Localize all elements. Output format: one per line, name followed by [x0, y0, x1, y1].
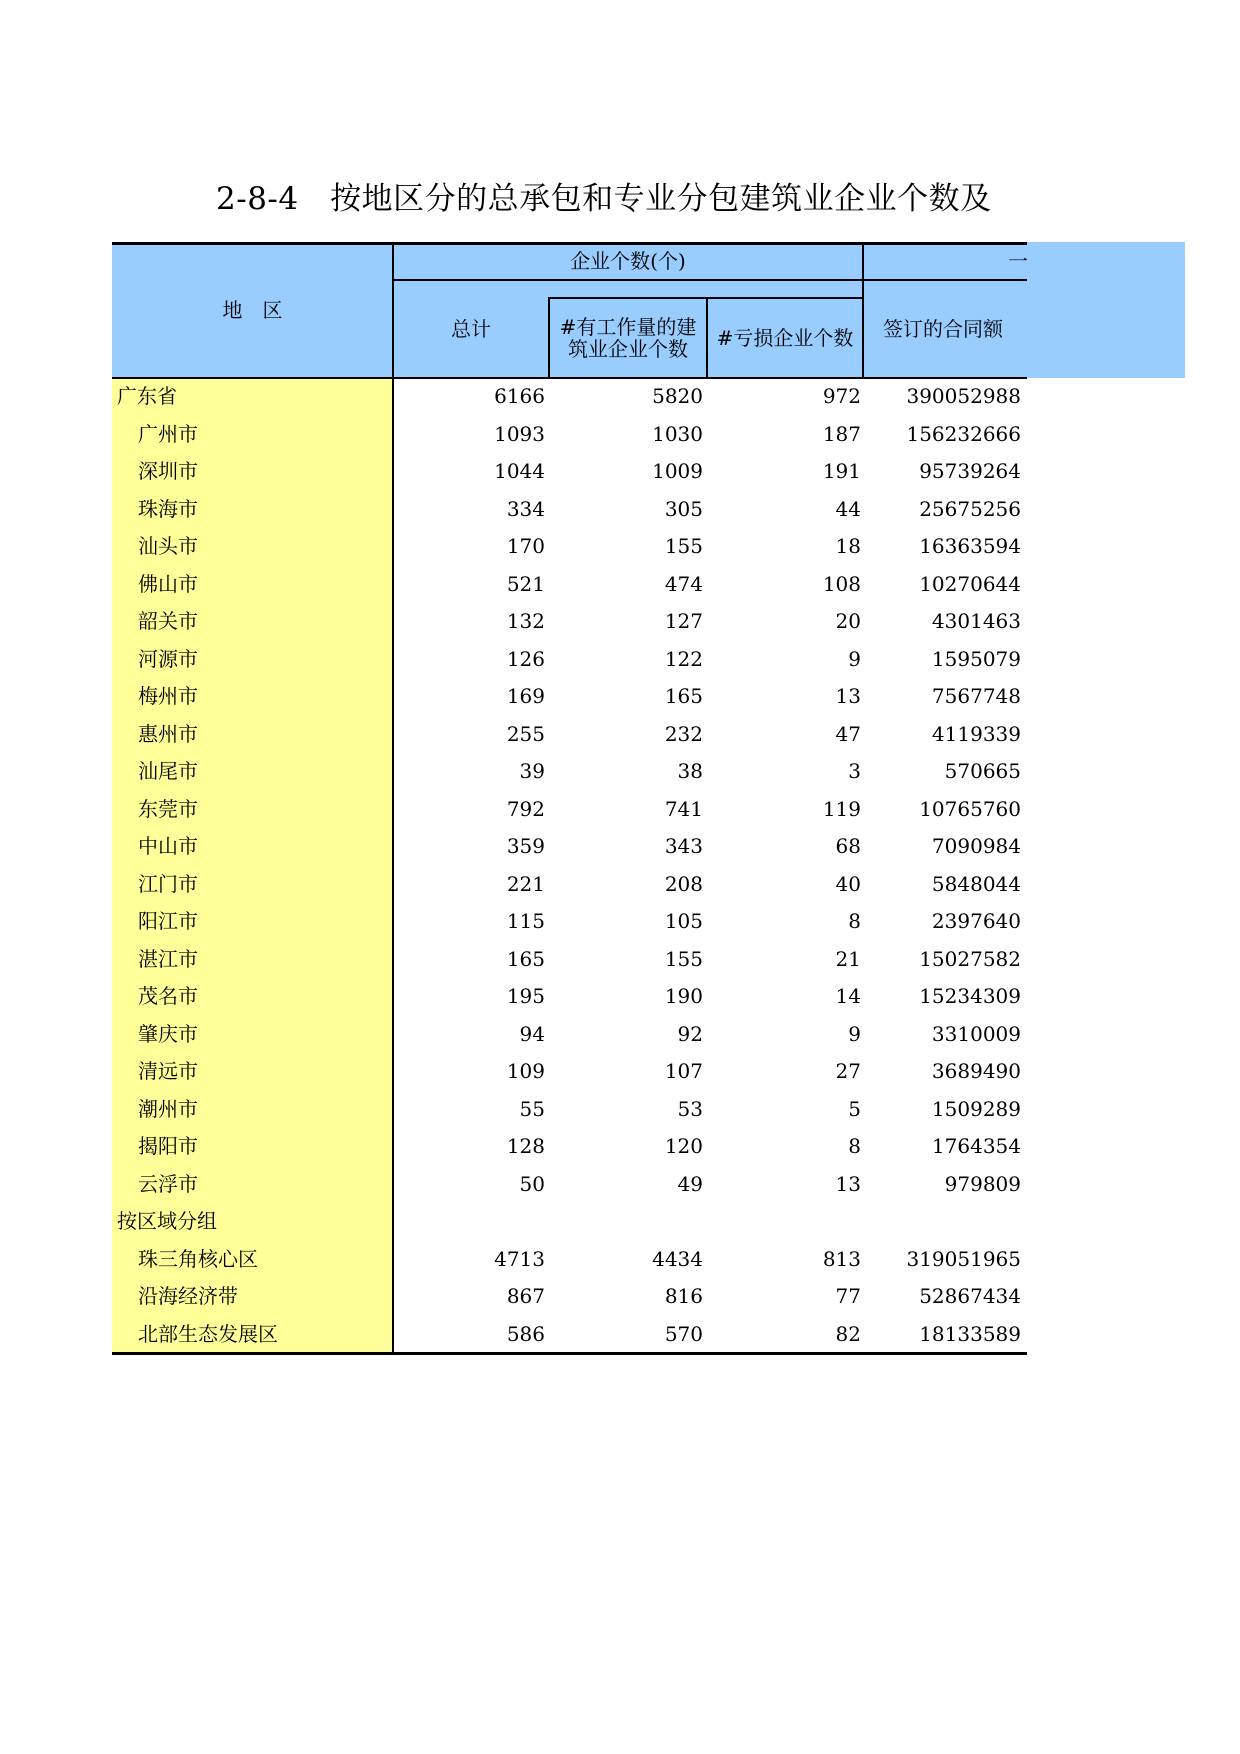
header-total: 总计 — [451, 317, 491, 341]
row-total: 165 — [506, 946, 545, 971]
row-with-workload: 4434 — [652, 1246, 703, 1271]
table-row — [112, 1166, 1027, 1204]
row-loss-making: 9 — [848, 646, 861, 671]
header-with-workload — [549, 298, 707, 378]
table-row — [112, 1128, 1027, 1166]
table-row — [112, 678, 1027, 716]
row-contract-value: 1509289 — [931, 1096, 1021, 1121]
header-with-workload-line2: 筑业企业个数 — [568, 337, 688, 361]
row-loss-making: 44 — [835, 496, 861, 521]
row-contract-value: 979809 — [944, 1171, 1021, 1196]
header-cut-glyph: 一 — [1008, 249, 1028, 273]
row-total: 128 — [506, 1134, 545, 1158]
row-loss-making: 108 — [822, 571, 861, 596]
table-row — [112, 716, 1027, 754]
row-region-name: 深圳市 — [138, 459, 198, 483]
row-contract-value: 10765760 — [919, 796, 1021, 821]
row-loss-making: 40 — [835, 871, 861, 896]
table-row — [112, 566, 1027, 604]
row-contract-value: 4301463 — [931, 609, 1021, 633]
table-row — [112, 603, 1027, 641]
row-with-workload: 305 — [664, 496, 703, 521]
row-contract-value: 52867434 — [919, 1284, 1021, 1308]
row-loss-making: 191 — [822, 459, 861, 483]
row-contract-value: 18133589 — [919, 1321, 1021, 1346]
row-with-workload: 49 — [677, 1171, 703, 1196]
row-loss-making: 8 — [848, 1134, 861, 1158]
row-loss-making: 82 — [835, 1321, 861, 1346]
row-total: 359 — [506, 834, 545, 858]
row-contract-value: 3689490 — [931, 1059, 1021, 1083]
row-with-workload: 343 — [664, 834, 703, 858]
row-contract-value: 15027582 — [919, 946, 1021, 971]
row-total: 1044 — [494, 459, 545, 483]
table-row — [112, 978, 1027, 1016]
row-total: 586 — [506, 1321, 545, 1346]
header-divider-v3 — [706, 297, 708, 378]
row-contract-value: 7090984 — [931, 834, 1021, 858]
row-loss-making: 77 — [835, 1284, 861, 1308]
row-contract-value: 16363594 — [919, 534, 1021, 558]
row-with-workload: 165 — [664, 684, 703, 708]
header-contract-value: 签订的合同额 — [883, 317, 1003, 341]
row-total: 4713 — [494, 1246, 545, 1271]
header-divider-v2 — [548, 297, 550, 378]
row-contract-value: 390052988 — [906, 384, 1021, 408]
row-contract-value: 156232666 — [906, 421, 1021, 446]
row-with-workload: 53 — [677, 1096, 703, 1121]
row-region-name: 揭阳市 — [138, 1134, 198, 1158]
row-region-name: 沿海经济带 — [138, 1284, 238, 1308]
row-loss-making: 27 — [835, 1059, 861, 1083]
row-loss-making: 47 — [835, 721, 861, 746]
table-row — [112, 1278, 1027, 1316]
row-with-workload: 741 — [664, 796, 703, 821]
row-total: 126 — [506, 646, 545, 671]
row-region-name: 肇庆市 — [138, 1021, 198, 1046]
row-total: 55 — [519, 1096, 545, 1121]
row-region-name: 中山市 — [138, 834, 198, 858]
row-loss-making: 8 — [848, 909, 861, 933]
table-row — [112, 941, 1027, 979]
header-divider-v4 — [862, 242, 864, 378]
row-total: 1093 — [494, 421, 545, 446]
row-total: 39 — [519, 759, 545, 783]
row-region-name: 江门市 — [138, 871, 198, 896]
table-row — [112, 1203, 1027, 1241]
row-loss-making: 813 — [822, 1246, 861, 1271]
row-loss-making: 9 — [848, 1021, 861, 1046]
row-contract-value: 5848044 — [931, 871, 1021, 896]
row-contract-value: 1595079 — [931, 646, 1021, 671]
row-loss-making: 972 — [822, 384, 861, 408]
row-region-name: 佛山市 — [138, 571, 198, 596]
row-loss-making: 187 — [822, 421, 861, 446]
row-with-workload: 1030 — [652, 421, 703, 446]
row-region-name: 东莞市 — [138, 796, 198, 821]
row-contract-value: 3310009 — [931, 1021, 1021, 1046]
header-enterprise-count-group: 企业个数(个) — [570, 249, 686, 273]
row-loss-making: 5 — [848, 1096, 861, 1121]
row-region-name: 汕尾市 — [138, 759, 198, 783]
row-total: 50 — [519, 1171, 545, 1196]
table-row — [112, 453, 1027, 491]
row-region-name: 梅州市 — [138, 684, 198, 708]
row-with-workload: 208 — [664, 871, 703, 896]
row-region-name: 韶关市 — [138, 609, 198, 633]
row-region-name: 云浮市 — [138, 1171, 198, 1196]
row-total: 521 — [506, 571, 545, 596]
row-region-name: 湛江市 — [138, 946, 198, 971]
row-loss-making: 3 — [848, 759, 861, 783]
table-row — [112, 903, 1027, 941]
table-row — [112, 753, 1027, 791]
table-row — [112, 791, 1027, 829]
row-with-workload: 232 — [664, 721, 703, 746]
row-region-name: 潮州市 — [138, 1096, 198, 1121]
row-with-workload: 570 — [664, 1321, 703, 1346]
table-row — [112, 641, 1027, 679]
header-region: 地 区 — [222, 298, 283, 322]
row-total: 169 — [506, 684, 545, 708]
row-region-name: 惠州市 — [138, 721, 198, 746]
row-region-name: 广州市 — [138, 421, 198, 446]
header-with-workload-line1: #有工作量的建 — [559, 315, 697, 339]
row-with-workload: 155 — [664, 946, 703, 971]
row-loss-making: 20 — [835, 609, 861, 633]
table-row — [112, 1241, 1027, 1279]
table-row — [112, 828, 1027, 866]
table-title: 2-8-4 按地区分的总承包和专业分包建筑业企业个数及 — [216, 181, 992, 217]
row-loss-making: 13 — [835, 1171, 861, 1196]
row-with-workload: 190 — [664, 984, 703, 1008]
row-total: 132 — [506, 609, 545, 633]
row-region-name: 河源市 — [138, 646, 198, 671]
row-contract-value: 319051965 — [906, 1246, 1021, 1271]
row-with-workload: 122 — [664, 646, 703, 671]
row-region-name: 汕头市 — [138, 534, 198, 558]
row-region-name: 清远市 — [138, 1059, 198, 1083]
row-with-workload: 5820 — [652, 384, 703, 408]
table-row — [112, 1053, 1027, 1091]
row-loss-making: 119 — [822, 796, 861, 821]
row-total: 792 — [506, 796, 545, 821]
row-contract-value: 10270644 — [919, 571, 1021, 596]
table-row — [112, 866, 1027, 904]
row-total: 94 — [519, 1021, 545, 1046]
table-row — [112, 416, 1027, 454]
row-loss-making: 18 — [835, 534, 861, 558]
top-border — [112, 242, 1027, 245]
row-contract-value: 95739264 — [919, 459, 1021, 483]
row-region-name: 北部生态发展区 — [138, 1321, 278, 1346]
row-with-workload: 1009 — [652, 459, 703, 483]
row-region-name: 茂名市 — [138, 984, 198, 1008]
row-total: 109 — [506, 1059, 545, 1083]
row-region-name: 广东省 — [117, 384, 177, 408]
row-with-workload: 474 — [664, 571, 703, 596]
row-contract-value: 2397640 — [931, 909, 1021, 933]
row-loss-making: 14 — [835, 984, 861, 1008]
row-region-name: 按区域分组 — [117, 1209, 217, 1233]
table-row — [112, 528, 1027, 566]
table-row — [112, 491, 1027, 529]
row-loss-making: 21 — [835, 946, 861, 971]
table-row — [112, 1016, 1027, 1054]
row-with-workload: 816 — [664, 1284, 703, 1308]
row-total: 6166 — [494, 384, 545, 408]
row-contract-value: 1764354 — [931, 1134, 1021, 1158]
row-region-name: 阳江市 — [138, 909, 198, 933]
row-loss-making: 68 — [835, 834, 861, 858]
row-total: 867 — [506, 1284, 545, 1308]
table-row — [112, 1091, 1027, 1129]
row-region-name: 珠海市 — [138, 496, 198, 521]
row-total: 221 — [506, 871, 545, 896]
row-total: 334 — [506, 496, 545, 521]
header-group-underline — [393, 279, 1027, 281]
table-row — [112, 1316, 1027, 1354]
row-total: 195 — [506, 984, 545, 1008]
row-total: 115 — [506, 909, 545, 933]
row-total: 170 — [506, 534, 545, 558]
row-contract-value: 4119339 — [931, 721, 1021, 746]
row-region-name: 珠三角核心区 — [138, 1246, 258, 1271]
row-with-workload: 120 — [664, 1134, 703, 1158]
row-with-workload: 38 — [677, 759, 703, 783]
row-contract-value: 570665 — [944, 759, 1021, 783]
row-with-workload: 127 — [664, 609, 703, 633]
row-total: 255 — [506, 721, 545, 746]
row-with-workload: 155 — [664, 534, 703, 558]
row-with-workload: 107 — [664, 1059, 703, 1083]
header-loss-making: #亏损企业个数 — [716, 326, 854, 350]
table-row — [112, 378, 1027, 416]
row-loss-making: 13 — [835, 684, 861, 708]
row-contract-value: 15234309 — [919, 984, 1021, 1008]
row-with-workload: 105 — [664, 909, 703, 933]
row-with-workload: 92 — [677, 1021, 703, 1046]
row-contract-value: 25675256 — [919, 496, 1021, 521]
row-contract-value: 7567748 — [931, 684, 1021, 708]
